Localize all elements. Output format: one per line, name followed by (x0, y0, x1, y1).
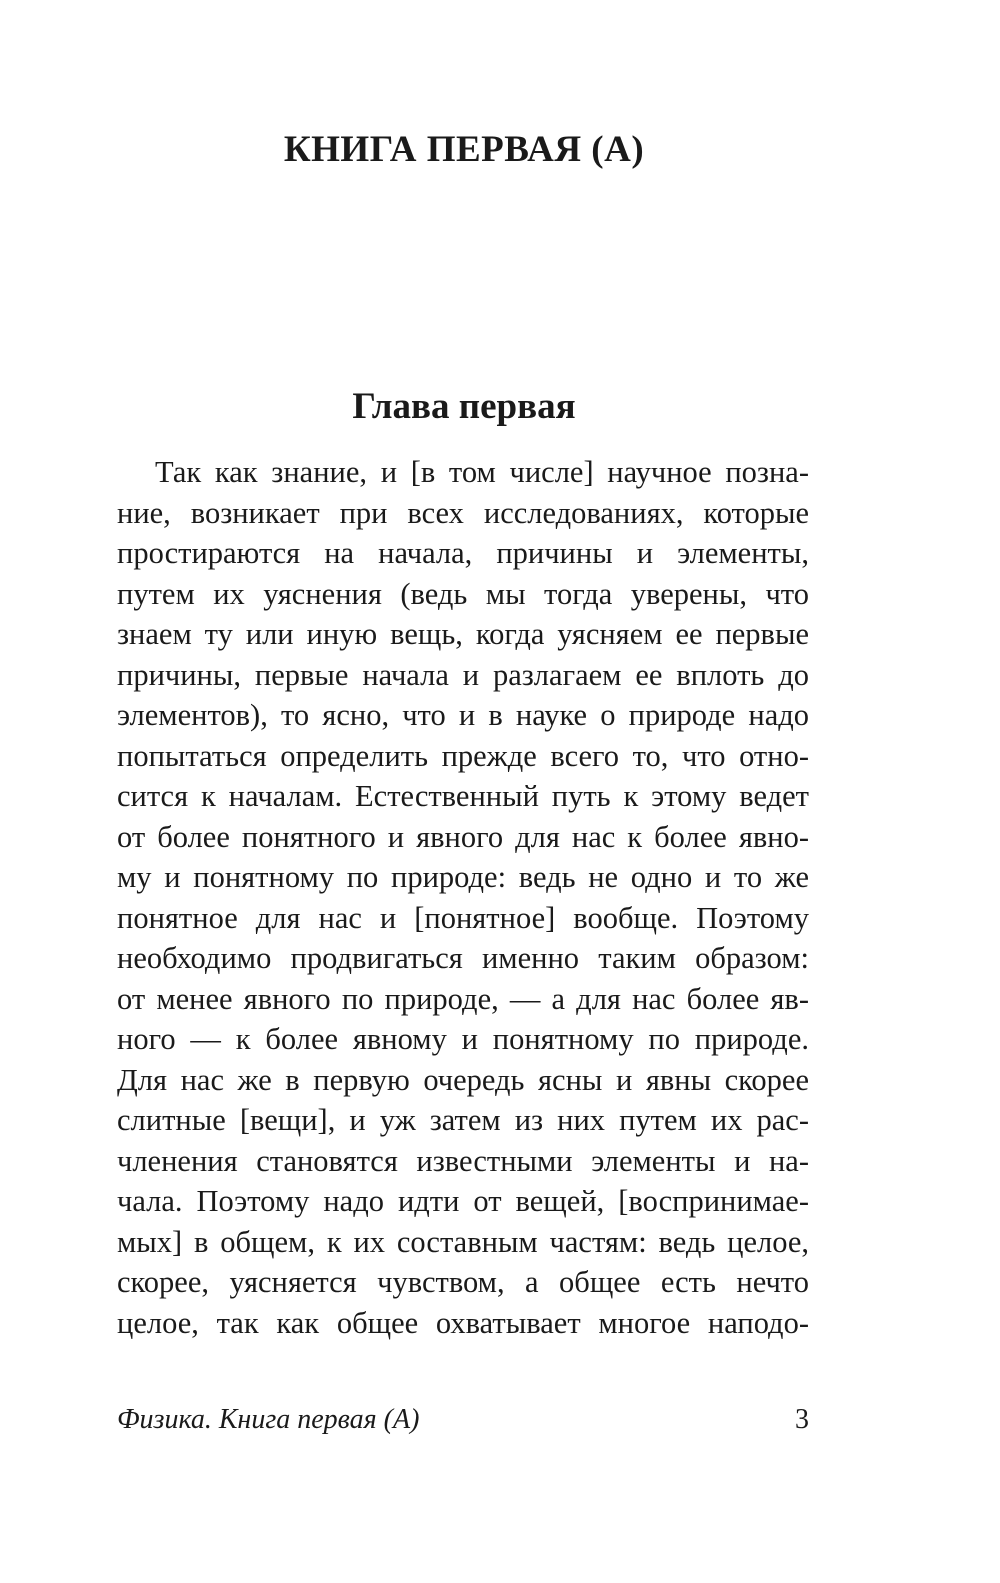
text-line: от более понятного и явного для нас к более явно- (117, 819, 809, 854)
text-line: понятное для нас и [понятное] вообще. Поэтому (117, 900, 809, 935)
chapter-title: Глава первая (352, 386, 576, 427)
page-number: 3 (795, 1404, 809, 1435)
text-line: необходимо продвигаться именно таким образом: (117, 941, 809, 975)
text-line: простираются на начала, причины и элементы, (117, 536, 809, 570)
text-line: слитные [вещи], и уж затем из них путем их рас- (117, 1103, 809, 1137)
text-line: мых] в общем, к их составным частям: ведь целое, (117, 1224, 809, 1259)
text-line: целое, так как общее охватывает многое наподо- (117, 1305, 809, 1340)
text-line: ние, возникает при всех исследованиях, которые (117, 495, 809, 530)
body-paragraph (117, 452, 809, 1343)
running-title: Физика. Книга первая (А) (117, 1404, 420, 1435)
page-footer (117, 1400, 809, 1440)
text-line: сится к началам. Естественный путь к этому ведет (117, 779, 809, 813)
text-line: знаем ту или иную вещь, когда уясняем ее первые (117, 617, 809, 651)
text-line: Так как знание, и [в том числе] научное позна- (155, 455, 809, 489)
text-line: причины, первые начала и разлагаем ее вплоть до (117, 657, 809, 692)
text-line: от менее явного по природе, — а для нас более яв- (117, 981, 809, 1016)
text-line: членения становятся известными элементы и на- (117, 1143, 809, 1178)
text-line: чала. Поэтому надо идти от вещей, [воспринимае- (117, 1184, 809, 1218)
text-line: му и понятному по природе: ведь не одно и то же (117, 860, 809, 894)
text-line: Для нас же в первую очередь ясны и явны скорее (117, 1062, 809, 1097)
book-title: КНИГА ПЕРВАЯ (А) (283, 129, 645, 170)
text-line: скорее, уясняется чувством, а общее есть нечто (117, 1265, 809, 1299)
text-line: попытаться определить прежде всего то, что отно- (117, 738, 809, 773)
text-line: элементов), то ясно, что и в науке о природе надо (117, 698, 809, 732)
text-line: ного — к более явному и понятному по природе. (117, 1022, 809, 1056)
text-line: путем их уяснения (ведь мы тогда уверены, что (117, 576, 809, 611)
